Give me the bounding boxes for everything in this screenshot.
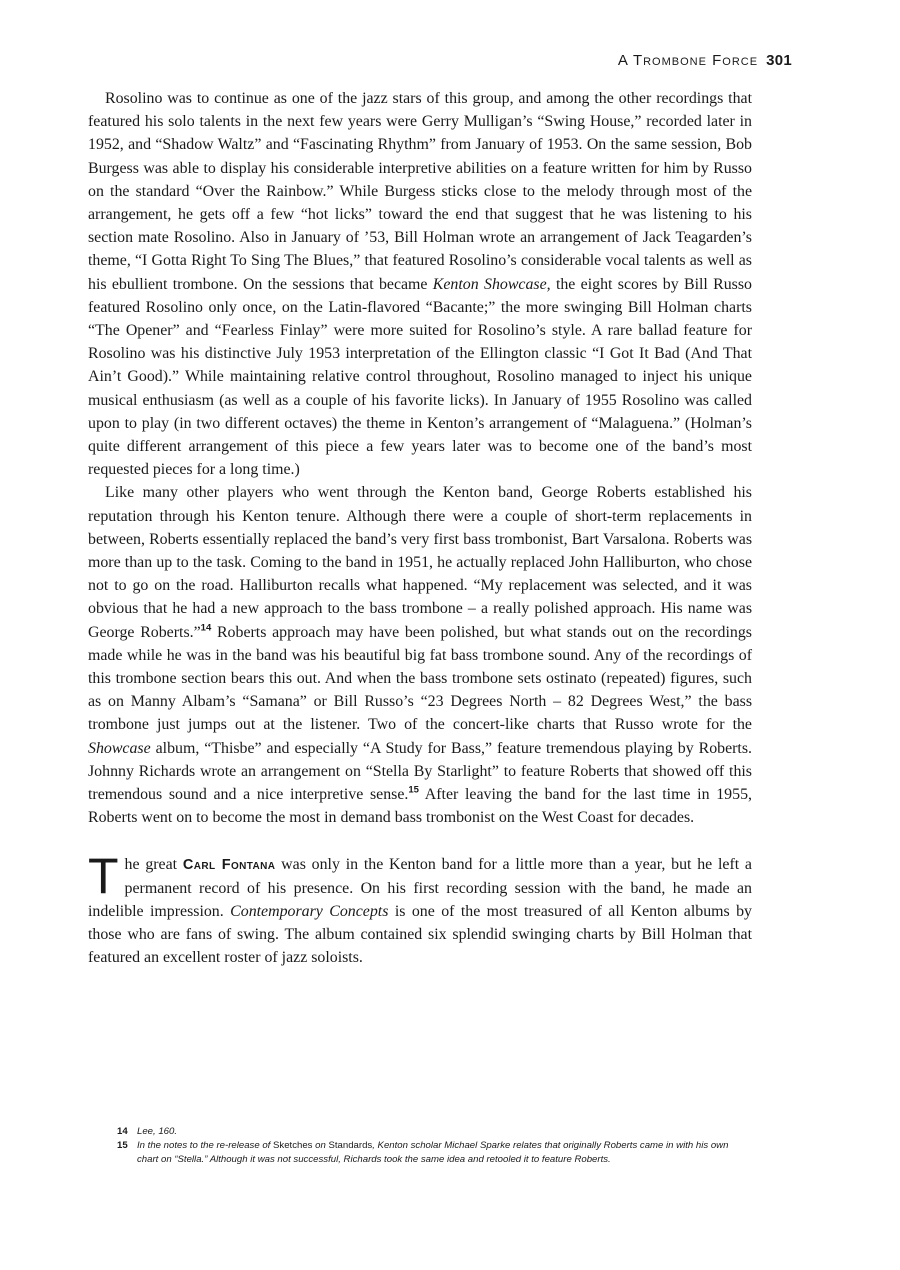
footnote-ref-15[interactable]: 15 — [408, 784, 419, 796]
running-head-title: A Trombone Force — [617, 52, 759, 69]
text-run: album, “Thisbe” and especially “A Study for Bass,” feature tremendous playing by Roberts. Johnny Richards wrote an arrangement on “Stella By Starlight” to feature Roberts that showed off this tremendous sound and a nice interpretive sense. — [88, 739, 752, 804]
drop-cap: T — [88, 847, 119, 904]
text-run: is one of the most treasured of all Kenton albums by those who are fans of swing. The album contained six splendid swinging charts by Bill Holman that featured an excellent roster of jazz soloists. — [88, 902, 752, 967]
paragraph-rosolino — [88, 87, 752, 481]
text-run: he great — [124, 855, 183, 873]
album-title: Showcase — [88, 739, 151, 757]
footnote-text: on — [312, 1139, 329, 1151]
text-run: Roberts approach may have been polished, but what stands out on the recordings made while he was in the band was his beautiful big fat bass trombone sound. Any of the recordings of this trombone section bears this out. And when the bass trombone sets ostinato (repeated) figures, such as on Manny Albam’s “Samana” or Bill Russo’s “23 Degrees North – 82 Degrees West,” the bass trombone just jumps out at the listener. Two of the concert-like charts that Russo wrote for the — [88, 623, 752, 734]
album-title: Kenton Showcase, — [432, 275, 551, 293]
footnote-text: Lee, 160. — [137, 1126, 178, 1137]
album-title: Standards — [328, 1139, 373, 1151]
paragraph-roberts — [88, 481, 752, 829]
text-run: Like many other players who went through the Kenton band, George Roberts established his reputation through his Kenton tenure. Although there were a couple of short-term replacements in between, Roberts essentially replaced the band’s very first bass trombonist, Bart Varsalona. Roberts was more than up to the task. Coming to the band in 1951, he actually replaced John Halliburton, who chose not to go on the road. Halliburton recalls what happened. “My replacement was selected, and it was obvious that he had a new approach to the bass trombone – a really polished approach. His name was George Roberts.” — [88, 484, 752, 641]
album-title: Contemporary Concepts — [230, 902, 389, 920]
name-small-caps: Carl Fontana — [182, 856, 276, 873]
text-run: After leaving the band for the last time in 1955, Roberts went on to become the most in demand bass trombonist on the West Coast for decades. — [88, 786, 752, 827]
footnote-15 — [117, 1139, 745, 1167]
page-number: 301 — [766, 52, 792, 69]
footnote-ref-14[interactable]: 14 — [200, 622, 212, 634]
footnote-number: 14 — [117, 1126, 128, 1137]
footnote-14 — [117, 1125, 745, 1139]
text-run: Rosolino was to continue as one of the jazz stars of this group, and among the other recordings that featured his solo talents in the next few years were Gerry Mulligan’s “Swing House,” recorded later in 1952, and “Shadow Waltz” and “Fascinating Rhythm” from January of 1953. On the same session, Bob Burgess was able to display his considerable interpretive abilities on a feature written for him by Russo on the standard “Over the Rainbow.” While Burgess sticks close to the melody through most of the arrangement, he gets off a few “hot licks” toward the end that suggest that he was listening to his section mate Rosolino. Also in January of ’53, Bill Holman wrote an arrangement of Jack Teagarden’s theme, “I Gotta Right To Sing The Blues,” that featured Rosolino’s considerable vocal talents as well as his ebullient trombone. On the sessions that became — [88, 90, 752, 293]
paragraph-fontana — [88, 847, 752, 970]
footnote-number: 15 — [117, 1139, 128, 1151]
album-title: Sketches — [273, 1139, 313, 1151]
footnote-text: In the notes to the re-release of — [137, 1139, 273, 1151]
footnotes — [117, 1125, 745, 1166]
text-run: was only in the Kenton band for a little more than a year, but he left a permanent record of his presence. On his first recording session with the band, he made an indelible impression. — [88, 855, 752, 920]
body-text — [88, 87, 752, 970]
running-head — [618, 52, 792, 69]
text-run: the eight scores by Bill Russo featured Rosolino only once, on the Latin-flavored “Bacante;” the more swinging Bill Holman charts “The Opener” and “Fearless Finlay” were more suited for Rosolino’s style. A rare ballad feature for Rosolino was his distinctive July 1953 interpretation of the Ellington classic “I Got It Bad (And That Ain’t Good).” While maintaining relative control throughout, Rosolino managed to inject his unique musical enthusiasm (as well as a couple of his favorite licks). In January of 1955 Rosolino was called upon to play (in two different octaves) the theme in Kenton’s arrangement of “Malaguena.” (Holman’s quite different arrangement of this piece a few years later was to become one of the band’s most requested pieces for a long time.) — [88, 275, 752, 479]
footnote-text: , Kenton scholar Michael Sparke relates that originally Roberts came in with his own chart on “Stella.” Although it was not successful, Richards took the same idea and retooled it to feature Roberts. — [137, 1139, 729, 1165]
